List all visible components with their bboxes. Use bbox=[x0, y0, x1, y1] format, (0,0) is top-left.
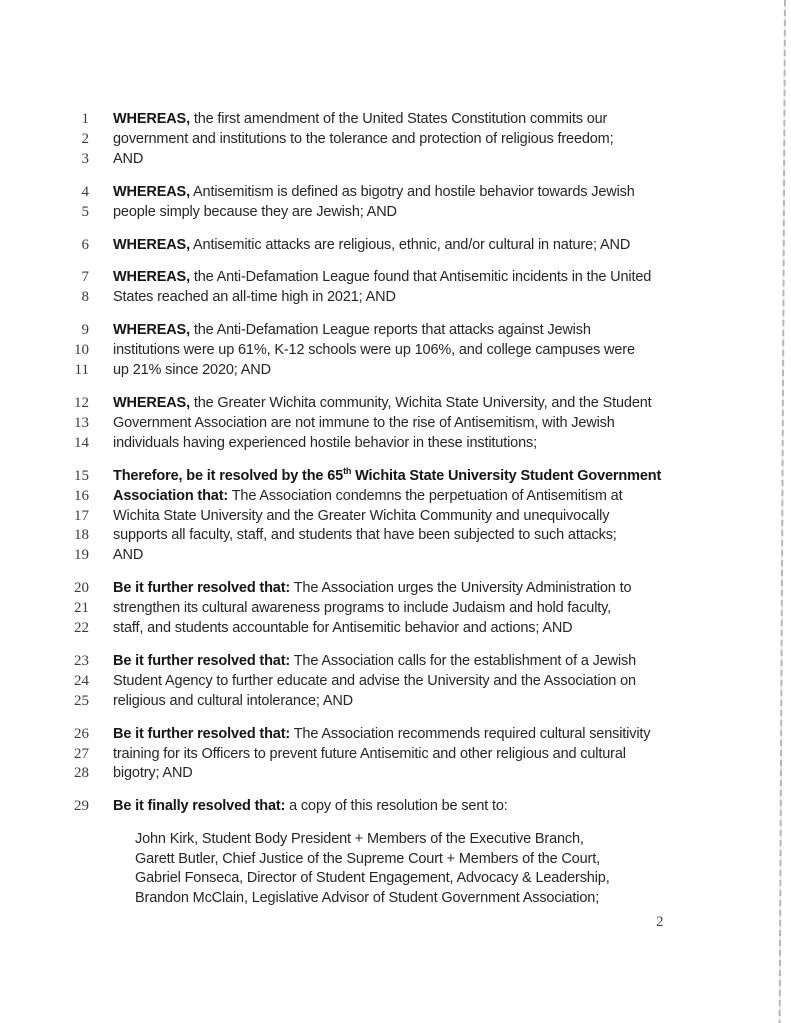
text-segment: The Association recommends required cultural sensitivity bbox=[290, 725, 651, 742]
bold-text-segment: WHEREAS, bbox=[113, 269, 190, 286]
line-number: 11 bbox=[74, 362, 89, 379]
line-text bbox=[113, 203, 397, 223]
text-segment: staff, and students accountable for Antisemitic behavior and actions; AND bbox=[113, 620, 573, 637]
text-segment: Antisemitic attacks are religious, ethnic, and/or cultural in nature; AND bbox=[189, 236, 631, 253]
paragraph bbox=[0, 394, 791, 454]
line-number: 13 bbox=[74, 414, 89, 431]
paragraph bbox=[0, 268, 791, 308]
paragraph bbox=[0, 236, 791, 256]
line-text bbox=[113, 599, 611, 619]
document-line bbox=[0, 341, 791, 361]
document-line bbox=[0, 579, 791, 599]
text-segment: Student Agency to further educate and advise the University and the Association on bbox=[113, 672, 636, 689]
text-segment: The Association calls for the establishment of a Jewish bbox=[290, 652, 637, 669]
paragraph bbox=[0, 183, 791, 223]
text-segment: government and institutions to the tolerance and protection of religious freedom; bbox=[113, 130, 614, 147]
document-line bbox=[0, 652, 791, 672]
bold-text-segment: Therefore, be it resolved by the 65 bbox=[113, 467, 344, 484]
document-line bbox=[0, 288, 791, 308]
document-line bbox=[0, 203, 791, 223]
text-segment: the Greater Wichita community, Wichita State University, and the Student bbox=[189, 394, 652, 411]
recipient-line: John Kirk, Student Body President + Members of the Executive Branch, bbox=[135, 831, 584, 848]
document-line bbox=[0, 764, 791, 784]
document-line bbox=[0, 394, 791, 414]
page-number: 2 bbox=[656, 914, 664, 930]
line-text bbox=[113, 434, 537, 454]
line-text bbox=[113, 692, 353, 712]
document-line bbox=[0, 414, 791, 434]
line-text bbox=[113, 288, 396, 308]
line-number: 9 bbox=[81, 322, 89, 339]
line-number: 25 bbox=[74, 692, 89, 709]
paragraph bbox=[0, 797, 791, 817]
line-text bbox=[113, 183, 635, 203]
bold-text-segment: WHEREAS, bbox=[113, 111, 190, 127]
line-text bbox=[113, 150, 143, 170]
text-segment: Wichita State University and the Greater Wichita Community and unequivocally bbox=[113, 507, 610, 524]
line-number: 8 bbox=[81, 289, 89, 306]
paragraph bbox=[0, 579, 791, 639]
text-segment: The Association urges the University Administration to bbox=[290, 580, 632, 597]
line-number: 12 bbox=[74, 394, 89, 411]
line-text bbox=[113, 579, 631, 599]
text-segment: strengthen its cultural awareness programs to include Judaism and hold faculty, bbox=[113, 600, 612, 617]
line-number: 14 bbox=[74, 434, 89, 451]
line-text bbox=[113, 764, 193, 784]
document-line bbox=[0, 130, 791, 150]
line-text bbox=[113, 507, 609, 527]
text-segment: a copy of this resolution be sent to: bbox=[285, 798, 508, 815]
line-text bbox=[113, 394, 652, 414]
resolution-body bbox=[0, 110, 791, 817]
paragraph bbox=[0, 321, 791, 381]
document-line bbox=[0, 183, 791, 203]
paragraph bbox=[0, 467, 791, 567]
text-segment: Antisemitism is defined as bigotry and hostile behavior towards Jewish bbox=[189, 183, 635, 200]
document-line bbox=[0, 321, 791, 341]
line-number: 28 bbox=[74, 765, 89, 782]
line-text bbox=[113, 130, 614, 150]
recipient-line: Brandon McClain, Legislative Advisor of Student Government Association; bbox=[135, 889, 600, 906]
line-number: 23 bbox=[74, 652, 89, 669]
line-number: 10 bbox=[74, 342, 89, 359]
document-line bbox=[0, 236, 791, 256]
bold-text-segment: WHEREAS, bbox=[113, 183, 190, 200]
document-line bbox=[0, 599, 791, 619]
line-text bbox=[113, 745, 626, 765]
line-text bbox=[113, 546, 143, 566]
bold-text-segment: WHEREAS, bbox=[113, 322, 190, 339]
line-text bbox=[113, 619, 573, 639]
text-segment: training for its Officers to prevent future Antisemitic and other religious and cultural bbox=[113, 745, 626, 762]
text-segment: religious and cultural intolerance; AND bbox=[113, 692, 353, 709]
line-number: 1 bbox=[81, 111, 89, 127]
line-text bbox=[113, 341, 635, 361]
text-segment: the Anti-Defamation League found that Antisemitic incidents in the United bbox=[189, 269, 652, 286]
line-text bbox=[113, 236, 630, 256]
line-text bbox=[113, 268, 651, 288]
line-number: 4 bbox=[81, 183, 89, 200]
text-segment: up 21% since 2020; AND bbox=[113, 362, 271, 379]
recipients-list bbox=[135, 830, 791, 908]
document-line bbox=[0, 507, 791, 527]
line-number: 29 bbox=[74, 798, 89, 815]
text-segment: Government Association are not immune to the rise of Antisemitism, with Jewish bbox=[113, 414, 615, 431]
text-segment: institutions were up 61%, K-12 schools were up 106%, and college campuses were bbox=[113, 342, 635, 359]
line-text bbox=[113, 487, 622, 507]
document-line bbox=[0, 619, 791, 639]
paragraph bbox=[0, 110, 791, 170]
line-number: 16 bbox=[74, 487, 89, 504]
superscript-text: th bbox=[343, 465, 352, 476]
document-line bbox=[0, 745, 791, 765]
document-line bbox=[0, 268, 791, 288]
text-segment: The Association condemns the perpetuation of Antisemitism at bbox=[228, 487, 623, 504]
line-number: 5 bbox=[81, 203, 89, 220]
document-line bbox=[0, 467, 791, 487]
bold-text-segment: WHEREAS, bbox=[113, 394, 190, 411]
line-number: 3 bbox=[81, 150, 89, 167]
text-segment: the first amendment of the United States Constitution commits our bbox=[189, 111, 608, 127]
line-number: 19 bbox=[74, 547, 89, 564]
line-text bbox=[113, 652, 636, 672]
bold-text-segment: Association that: bbox=[113, 487, 229, 504]
paragraph bbox=[0, 652, 791, 712]
line-text bbox=[113, 797, 508, 817]
line-number: 20 bbox=[74, 580, 89, 597]
recipient-line: Gabriel Fonseca, Director of Student Engagement, Advocacy & Leadership, bbox=[135, 870, 610, 887]
line-number: 15 bbox=[74, 467, 89, 484]
line-text bbox=[113, 467, 661, 487]
line-number: 18 bbox=[74, 527, 89, 544]
document-line bbox=[0, 797, 791, 817]
resolution-content bbox=[0, 110, 791, 908]
line-text bbox=[113, 110, 607, 130]
text-segment: States reached an all-time high in 2021; AND bbox=[113, 289, 396, 306]
line-number: 17 bbox=[74, 507, 89, 524]
bold-text-segment: Be it further resolved that: bbox=[113, 652, 291, 669]
recipient-line: Garett Butler, Chief Justice of the Supreme Court + Members of the Court, bbox=[135, 850, 600, 867]
line-number: 21 bbox=[74, 600, 89, 617]
bold-text-segment: Be it finally resolved that: bbox=[113, 798, 286, 815]
line-number: 6 bbox=[81, 236, 89, 253]
line-text bbox=[113, 672, 636, 692]
text-segment: individuals having experienced hostile behavior in these institutions; bbox=[113, 434, 537, 451]
document-line bbox=[0, 487, 791, 507]
text-segment: AND bbox=[113, 150, 144, 167]
line-number: 7 bbox=[81, 269, 89, 286]
line-text bbox=[113, 321, 591, 341]
line-text bbox=[113, 361, 271, 381]
document-line bbox=[0, 434, 791, 454]
bold-text-segment: WHEREAS, bbox=[113, 236, 190, 253]
line-number: 22 bbox=[74, 620, 89, 637]
line-text bbox=[113, 414, 615, 434]
line-number: 2 bbox=[81, 130, 89, 147]
line-number: 26 bbox=[74, 725, 89, 742]
text-segment: AND bbox=[113, 547, 144, 564]
document-line bbox=[0, 692, 791, 712]
line-number: 27 bbox=[74, 745, 89, 762]
text-segment: the Anti-Defamation League reports that attacks against Jewish bbox=[189, 322, 591, 339]
document-line bbox=[0, 150, 791, 170]
document-line bbox=[0, 526, 791, 546]
bold-text-segment: Be it further resolved that: bbox=[113, 580, 291, 597]
text-segment: supports all faculty, staff, and students that have been subjected to such attacks; bbox=[113, 527, 617, 544]
document-line bbox=[0, 546, 791, 566]
bold-text-segment: Be it further resolved that: bbox=[113, 725, 291, 742]
bold-text-segment: Wichita State University Student Government bbox=[351, 467, 662, 484]
text-segment: bigotry; AND bbox=[113, 765, 193, 782]
document-line bbox=[0, 110, 791, 130]
line-text bbox=[113, 725, 650, 745]
line-number: 24 bbox=[74, 672, 89, 689]
document-line bbox=[0, 672, 791, 692]
line-text bbox=[113, 526, 617, 546]
document-line bbox=[0, 361, 791, 381]
text-segment: people simply because they are Jewish; AND bbox=[113, 203, 397, 220]
document-line bbox=[0, 725, 791, 745]
paragraph bbox=[0, 725, 791, 785]
